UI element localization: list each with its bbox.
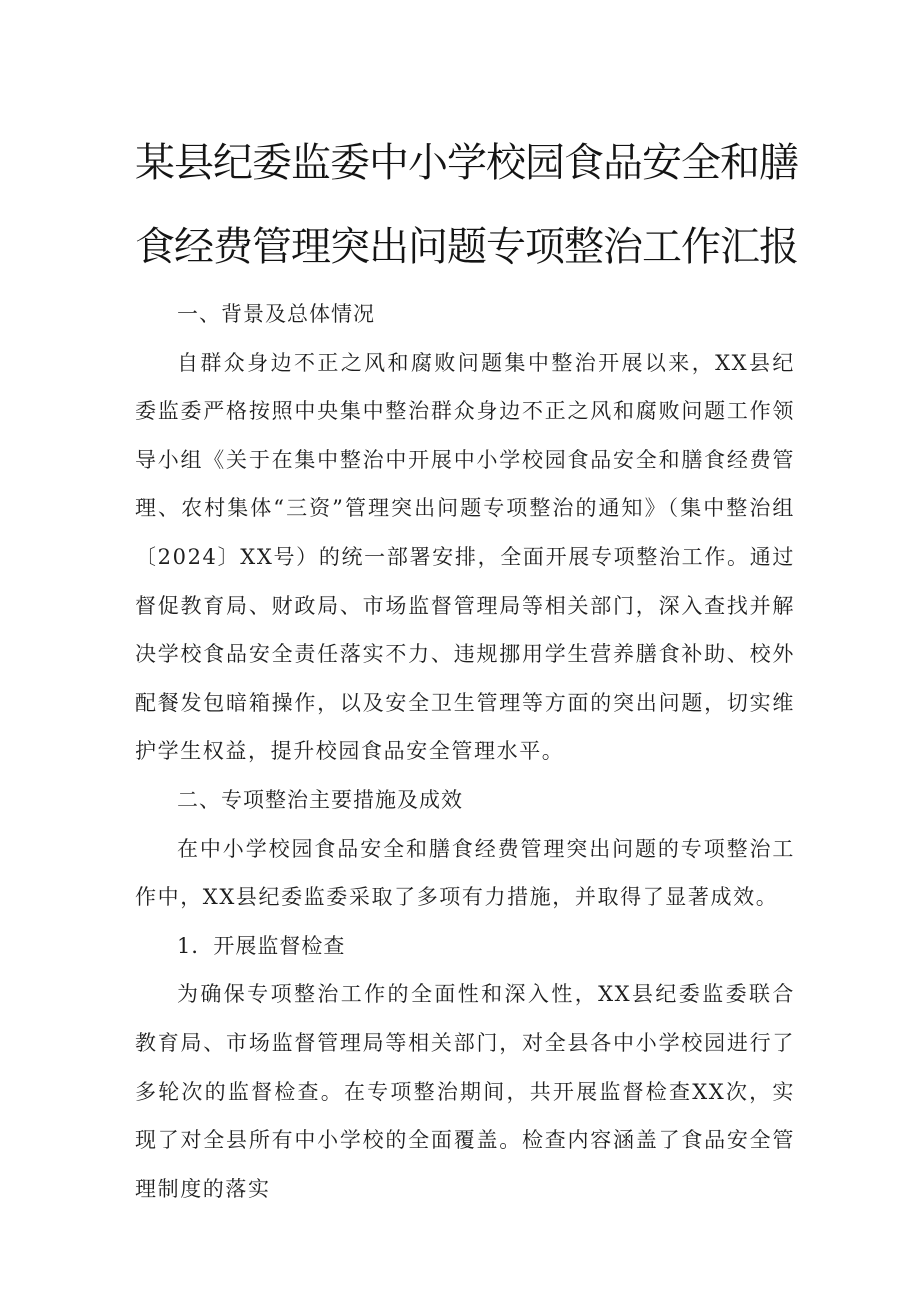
paragraph-measures-intro: 在中小学校园食品安全和膳食经费管理突出问题的专项整治工作中，XX县纪委监委采取了多项有力措施，并取得了显著成效。 [135,836,795,910]
section-heading-background: 一、背景及总体情况 [177,302,375,326]
document-body [135,290,795,1213]
document-title-line-2: 食经费管理突出问题专项整治工作汇报 [135,224,798,270]
document-title-line-1: 某县纪委监委中小学校园食品安全和膳 [135,140,798,186]
paragraph-background: 自群众身边不正之风和腐败问题集中整治开展以来，XX县纪委监委严格按照中央集中整治群众身边不正之风和腐败问题工作领导小组《关于在集中整治中开展中小学校园食品安全和膳食经费管理、农村集体“三资”管理突出问题专项整治的通知》（集中整治组〔2024〕XX号）的统一部署安排，全面开展专项整治工作。通过督促教育局、财政局、市场监督管理局等相关部门，深入查找并解决学校食品安全责任落实不力、违规挪用学生营养膳食补助、校外配餐发包暗箱操作，以及安全卫生管理等方面的突出问题，切实维护学生权益，提升校园食品安全管理水平。 [135,350,795,764]
subheading-supervision: 1．开展监督检查 [177,933,346,958]
section-heading-measures: 二、专项整治主要措施及成效 [177,787,463,812]
paragraph-supervision: 为确保专项整治工作的全面性和深入性，XX县纪委监委联合教育局、市场监督管理局等相关部门，对全县各中小学校园进行了多轮次的监督检查。在专项整治期间，共开展监督检查XX次，实现了对全县所有中小学校的全面覆盖。检查内容涵盖了食品安全管理制度的落实 [135,982,795,1201]
